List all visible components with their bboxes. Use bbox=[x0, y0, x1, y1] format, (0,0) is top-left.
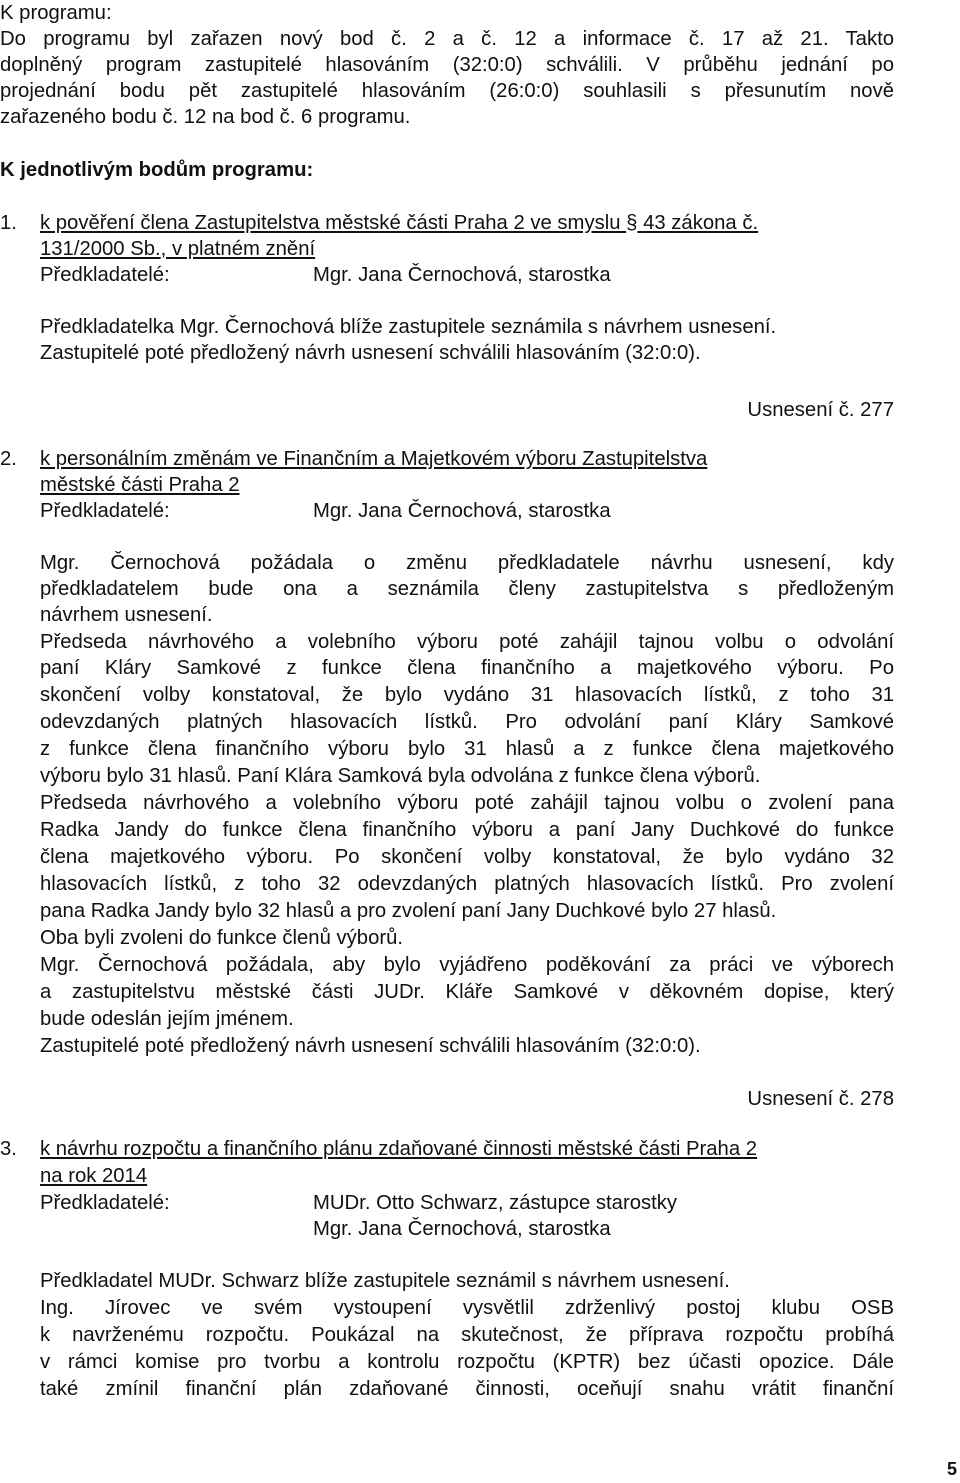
presenter-name: Mgr. Jana Černochová, starostka bbox=[313, 264, 611, 286]
resolution-number: Usnesení č. 278 bbox=[747, 1088, 894, 1110]
item-title bbox=[40, 210, 758, 236]
body-line: hlasovacích lístků, z toho 32 odevzdaných platných hlasovacích lístků. Pro zvolení bbox=[40, 873, 894, 895]
body-line: Předseda návrhového a volebního výboru poté zahájil tajnou volbu o zvolení pana bbox=[40, 792, 894, 814]
paragraph-sign: § bbox=[626, 212, 638, 234]
item-title-text: 131/2000 Sb. bbox=[40, 238, 161, 260]
section-heading: K jednotlivým bodům programu: bbox=[0, 159, 314, 181]
body-line: Zastupitelé poté předložený návrh usnesení schválili hlasováním (32:0:0). bbox=[40, 342, 701, 364]
body-line: také zmínil finanční plán zdaňované činnosti, oceňují snahu vrátit finanční bbox=[40, 1378, 894, 1400]
page-number: 5 bbox=[946, 1459, 957, 1479]
intro-heading: K programu: bbox=[0, 2, 112, 24]
body-line: bude odeslán jejím jménem. bbox=[40, 1008, 294, 1030]
presenter-name: Mgr. Jana Černochová, starostka bbox=[313, 1218, 611, 1240]
item-title: k návrhu rozpočtu a finančního plánu zdaňované činnosti městské části Praha 2 bbox=[40, 1138, 758, 1160]
item-title-text: , v platném znění bbox=[160, 238, 316, 260]
body-line: Radka Jandy do funkce člena finančního výboru a paní Jany Duchkové do funkce bbox=[40, 819, 894, 841]
item-number: 1. bbox=[0, 212, 17, 234]
body-line: Předseda návrhového a volebního výboru poté zahájil tajnou volbu o odvolání bbox=[40, 631, 894, 653]
presenter-label: Předkladatelé: bbox=[40, 500, 170, 522]
body-line: předkladatelem bude ona a seznámila členy zastupitelstva s předloženým bbox=[40, 578, 894, 600]
item-number: 2. bbox=[0, 448, 17, 470]
presenter-label: Předkladatelé: bbox=[40, 264, 170, 286]
intro-line: projednání bodu pět zastupitelé hlasováním (26:0:0) souhlasili s přesunutím nově bbox=[0, 80, 894, 102]
item-title-line2 bbox=[40, 236, 315, 262]
body-line: z funkce člena finančního výboru bylo 31 hlasů a z funkce člena majetkového bbox=[40, 738, 894, 760]
intro-line: zařazeného bodu č. 12 na bod č. 6 programu. bbox=[0, 106, 411, 128]
body-line: Zastupitelé poté předložený návrh usnesení schválili hlasováním (32:0:0). bbox=[40, 1035, 701, 1057]
item-title: městské části Praha 2 bbox=[40, 474, 240, 496]
resolution-number: Usnesení č. 277 bbox=[747, 399, 894, 421]
body-line: pana Radka Jandy bylo 32 hlasů a pro zvolení paní Jany Duchkové bylo 27 hlasů. bbox=[40, 900, 777, 922]
body-line: a zastupitelstvu městské části JUDr. Kláře Samkové v děkovném dopise, který bbox=[40, 981, 894, 1003]
body-line: výboru bylo 31 hlasů. Paní Klára Samková byla odvolána z funkce člena výborů. bbox=[40, 765, 761, 787]
body-line: skončení volby konstatoval, že bylo vydáno 31 hlasovacích lístků, z toho 31 bbox=[40, 684, 894, 706]
presenter-name: MUDr. Otto Schwarz, zástupce starostky bbox=[313, 1192, 678, 1214]
body-line: Oba byli zvoleni do funkce členů výborů. bbox=[40, 927, 404, 949]
body-line: k navrženému rozpočtu. Poukázal na skutečnost, že příprava rozpočtu probíhá bbox=[40, 1324, 894, 1346]
body-line: odevzdaných platných hlasovacích lístků. Pro odvolání paní Kláry Samkové bbox=[40, 711, 894, 733]
body-line: Mgr. Černochová požádala o změnu předkladatele návrhu usnesení, kdy bbox=[40, 552, 894, 574]
body-line: paní Kláry Samkové z funkce člena finančního a majetkového výboru. Po bbox=[40, 657, 894, 679]
presenter-label: Předkladatelé: bbox=[40, 1192, 170, 1214]
intro-line: Do programu byl zařazen nový bod č. 2 a č. 12 a informace č. 17 až 21. Takto bbox=[0, 28, 894, 50]
body-line: Ing. Jírovec ve svém vystoupení vysvětlil zdrženlivý postoj klubu OSB bbox=[40, 1297, 894, 1319]
item-title-text: 43 zákona č. bbox=[643, 212, 759, 234]
body-line: Mgr. Černochová požádala, aby bylo vyjádřeno poděkování za práci ve výborech bbox=[40, 954, 894, 976]
body-line: návrhem usnesení. bbox=[40, 604, 213, 626]
body-line: člena majetkového výboru. Po skončení volby konstatoval, že bylo vydáno 32 bbox=[40, 846, 894, 868]
body-line: v rámci komise pro tvorbu a kontrolu rozpočtu (KPTR) bez účasti opozice. Dále bbox=[40, 1351, 894, 1373]
body-line: Předkladatelka Mgr. Černochová blíže zastupitele seznámila s návrhem usnesení. bbox=[40, 316, 777, 338]
item-title: na rok 2014 bbox=[40, 1165, 148, 1187]
presenter-name: Mgr. Jana Černochová, starostka bbox=[313, 500, 611, 522]
body-line: Předkladatel MUDr. Schwarz blíže zastupitele seznámil s návrhem usnesení. bbox=[40, 1270, 730, 1292]
item-title-text: k pověření člena Zastupitelstva městské části Praha 2 ve smyslu bbox=[40, 212, 621, 234]
intro-line: doplněný program zastupitelé hlasováním (32:0:0) schválili. V průběhu jednání po bbox=[0, 54, 894, 76]
item-number: 3. bbox=[0, 1138, 17, 1160]
item-title: k personálním změnám ve Finančním a Majetkovém výboru Zastupitelstva bbox=[40, 448, 708, 470]
